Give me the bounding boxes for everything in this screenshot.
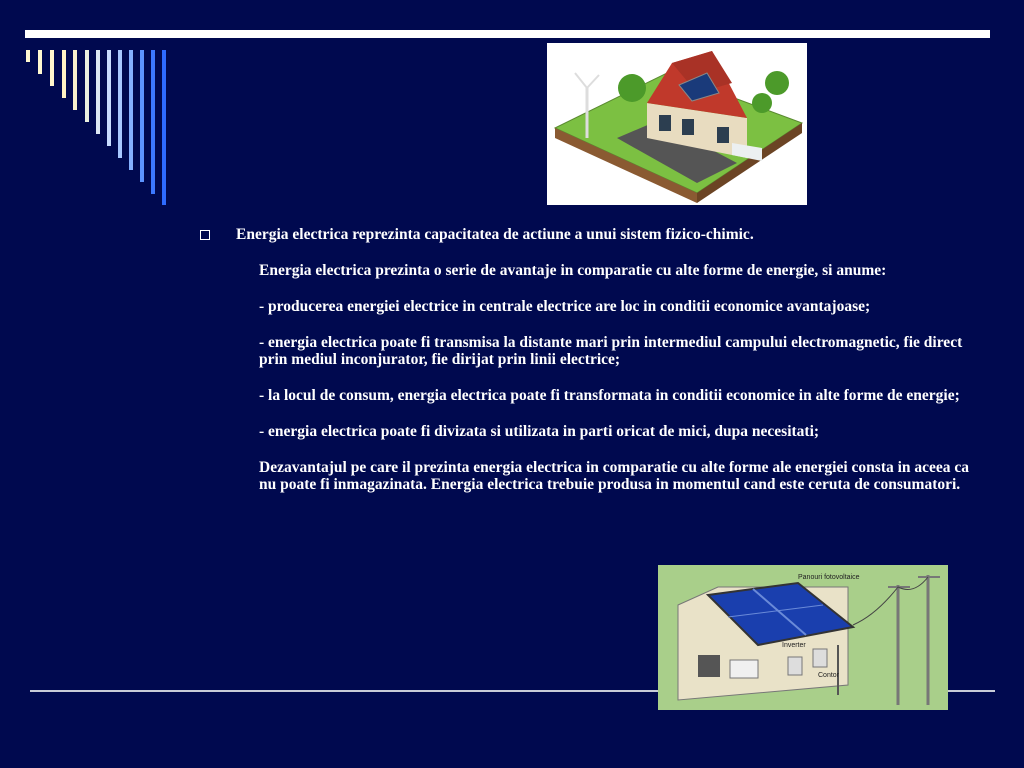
paragraph-advantage-1: - producerea energiei electrice in centrale electrice are loc in conditii economice avantajoase; [259,298,871,315]
label-panels: Panouri fotovoltaice [798,574,860,581]
paragraph-advantage-2: - energia electrica poate fi transmisa la distante mari prin intermediul campului electromagnetic, fie direct prin mediul inconjurator, fie dirijat prin linii electrice; [259,334,963,368]
paragraph-disadvantage: Dezavantajul pe care il prezinta energia electrica in comparatie cu alte forme ale energiei consta in aceea ca nu poate fi inmagazinata. Energia electrica trebuie produsa in momentul cand este ceruta de consumatori. [259,459,970,493]
paragraph-intro: Energia electrica reprezinta capacitatea de actiune a unui sistem fizico-chimic. [236,226,754,243]
solar-house-diagram [658,565,948,710]
house-illustration [547,43,807,205]
slide-body [200,226,970,512]
paragraph-advantage-3: - la locul de consum, energia electrica poate fi transformata in conditii economice in alte forme de energie; [259,387,960,404]
label-contor: Contor [818,672,840,679]
paragraph-advantages: Energia electrica prezinta o serie de avantaje in comparatie cu alte forme de energie, si anume: [259,262,887,279]
square-bullet-icon [200,230,210,240]
paragraph-advantage-4: - energia electrica poate fi divizata si utilizata in parti oricat de mici, dupa necesitati; [259,423,820,440]
label-inverter: Inverter [782,642,806,649]
top-accent-bar [25,30,990,38]
